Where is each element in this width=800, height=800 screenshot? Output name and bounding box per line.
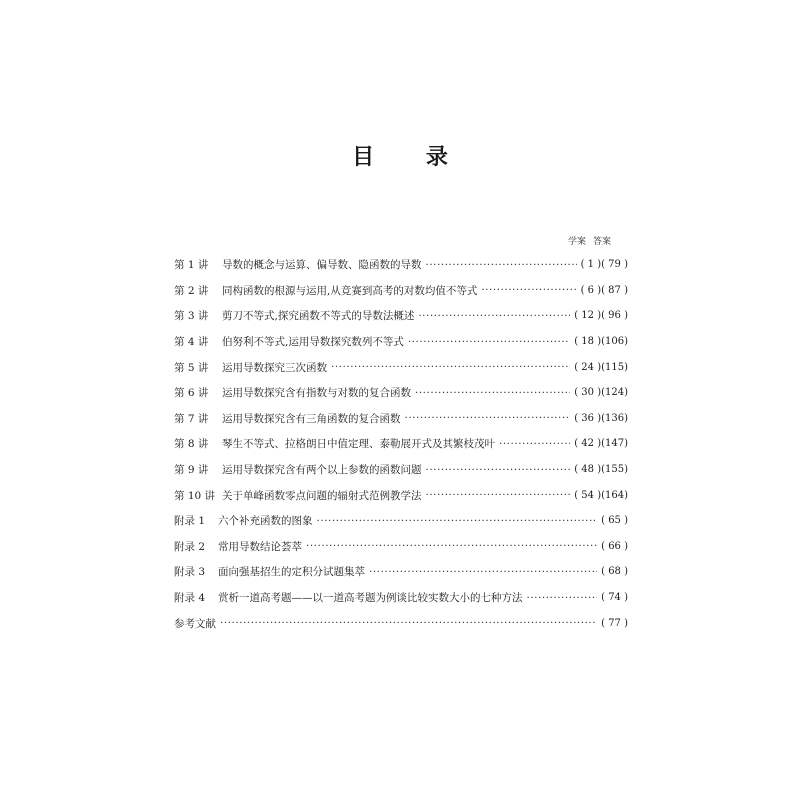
toc-entry-label: 第 9 讲 (174, 464, 209, 477)
dot-leader (306, 540, 597, 552)
toc-entry (174, 610, 628, 636)
toc-entry-pages: ( 65 ) (601, 515, 628, 527)
dot-leader (405, 412, 571, 424)
toc-entry (174, 380, 628, 406)
toc-entry-pages: ( 1 )( 79 ) (580, 259, 628, 271)
toc-entry-title: 同构函数的根源与运用,从竞赛到高考的对数均值不等式 (222, 284, 478, 297)
toc-entry-pages: ( 77 ) (601, 617, 628, 629)
toc-entry-label: 附录 3 (174, 566, 206, 579)
toc-entry-label: 附录 1 (174, 515, 206, 528)
dot-leader (426, 259, 577, 271)
dot-leader (527, 592, 598, 604)
toc-entry (174, 329, 628, 355)
toc-entry-title: 导数的概念与运算、偏导数、隐函数的导数 (222, 259, 422, 272)
toc-entry-label: 第 2 讲 (174, 284, 209, 297)
toc-entry-title: 赏析一道高考题——以一道高考题为例谈比较实数大小的七种方法 (218, 592, 523, 605)
toc-entry-pages: ( 42 )(147) (574, 438, 628, 450)
column-headers (568, 234, 618, 247)
toc-entry-pages: ( 66 ) (601, 540, 628, 552)
toc-entry-label: 第 1 讲 (174, 259, 209, 272)
toc-entry (174, 303, 628, 329)
toc-entry (174, 508, 628, 534)
toc-entry-title: 伯努利不等式,运用导数探究数列不等式 (222, 336, 404, 349)
toc-entry-title: 运用导数探究含有指数与对数的复合函数 (222, 387, 411, 400)
toc-entry-pages: ( 48 )(155) (574, 464, 628, 476)
dot-leader (331, 361, 570, 373)
study-column-header: 学案 (568, 237, 587, 247)
toc-entry-pages: ( 18 )(106) (574, 336, 628, 348)
page-title: 目 录 (352, 145, 470, 170)
toc-entry-pages: ( 6 )( 87 ) (580, 284, 628, 296)
toc-entry (174, 406, 628, 432)
dot-leader (426, 464, 571, 476)
toc-entry-pages: ( 54 )(164) (574, 489, 628, 501)
dot-leader (369, 566, 597, 578)
toc-entry (174, 482, 628, 508)
toc-entry-title: 六个补充函数的图象 (218, 515, 313, 528)
toc-entry (174, 585, 628, 611)
dot-leader (418, 310, 570, 322)
toc-entry-pages: ( 36 )(136) (574, 412, 628, 424)
toc-entry-label: 第 8 讲 (174, 438, 209, 451)
dot-leader (220, 617, 597, 629)
answer-column-header: 答案 (593, 237, 612, 247)
toc-entry-label: 第 5 讲 (174, 361, 209, 374)
toc-entry-title: 运用导数探究含有两个以上参数的函数问题 (222, 464, 422, 477)
toc-entry-label: 第 10 讲 (174, 489, 216, 502)
dot-leader (317, 515, 598, 527)
toc-entry-label: 第 3 讲 (174, 310, 209, 323)
toc-entry-pages: ( 30 )(124) (574, 387, 628, 399)
toc-entry (174, 354, 628, 380)
toc-entry-title: 常用导数结论荟萃 (218, 540, 302, 553)
toc-entry-label: 附录 2 (174, 540, 206, 553)
toc-entry-pages: ( 24 )(115) (574, 361, 628, 373)
dot-leader (481, 284, 576, 296)
toc-entry-title: 琴生不等式、拉格朗日中值定理、泰勒展开式及其繁枝茂叶 (222, 438, 495, 451)
toc-entry-label: 第 4 讲 (174, 336, 209, 349)
toc-entry-title: 关于单峰函数零点问题的辐射式范例教学法 (222, 489, 422, 502)
toc-entry-title: 运用导数探究三次函数 (222, 361, 327, 374)
toc-entry (174, 252, 628, 278)
dot-leader (415, 387, 570, 399)
dot-leader (499, 438, 570, 450)
toc-entry-label: 第 7 讲 (174, 412, 209, 425)
toc-entry (174, 431, 628, 457)
dot-leader (426, 489, 571, 501)
toc-entry (174, 534, 628, 560)
toc-entry-title: 参考文献 (174, 617, 216, 630)
toc-entry (174, 278, 628, 304)
toc-entry-title: 运用导数探究含有三角函数的复合函数 (222, 412, 401, 425)
toc-entry (174, 457, 628, 483)
dot-leader (408, 336, 570, 348)
toc-entry-pages: ( 68 ) (601, 566, 628, 578)
toc-entry-label: 附录 4 (174, 592, 206, 605)
table-of-contents (174, 252, 628, 636)
toc-entry-label: 第 6 讲 (174, 387, 209, 400)
toc-entry (174, 559, 628, 585)
toc-entry-title: 面向强基招生的定积分试题集萃 (218, 566, 365, 579)
toc-entry-pages: ( 12 )( 96 ) (574, 310, 628, 322)
toc-entry-title: 剪刀不等式,探究函数不等式的导数法概述 (222, 310, 415, 323)
toc-entry-pages: ( 74 ) (601, 592, 628, 604)
